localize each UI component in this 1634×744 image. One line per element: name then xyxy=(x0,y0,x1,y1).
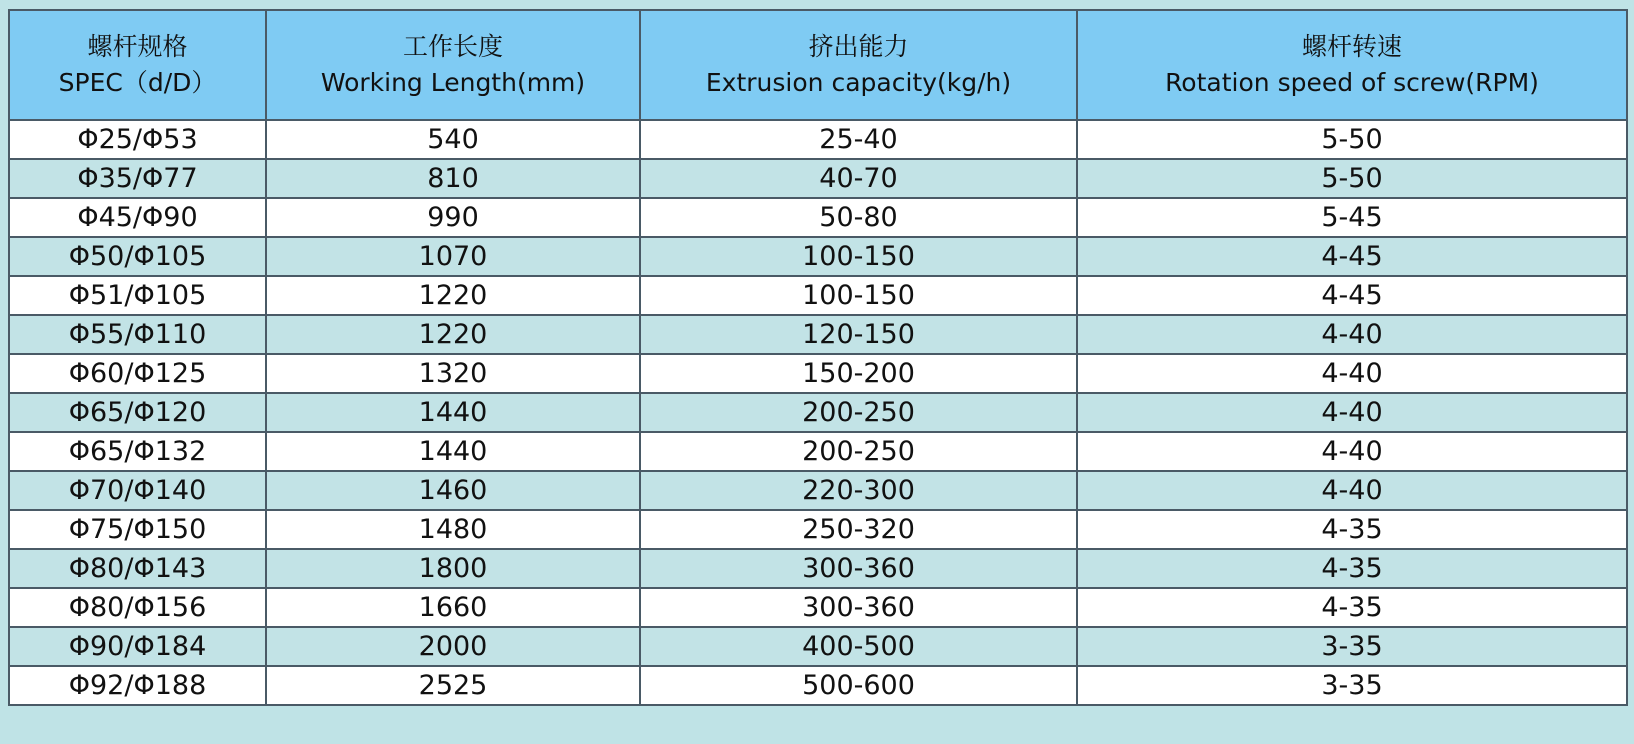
table-row xyxy=(9,315,1627,354)
cell-spec: Φ65/Φ132 xyxy=(9,432,266,471)
header-spec xyxy=(9,10,266,120)
cell-rotation-speed: 3-35 xyxy=(1077,666,1627,705)
header-rotation-speed xyxy=(1077,10,1627,120)
cell-working-length: 1440 xyxy=(266,393,640,432)
cell-spec: Φ92/Φ188 xyxy=(9,666,266,705)
table-header-row xyxy=(9,10,1627,120)
cell-extrusion-capacity: 150-200 xyxy=(640,354,1077,393)
table-row xyxy=(9,276,1627,315)
header-extrusion-capacity-zh: 挤出能力 xyxy=(808,32,909,61)
cell-rotation-speed: 4-35 xyxy=(1077,510,1627,549)
cell-extrusion-capacity: 220-300 xyxy=(640,471,1077,510)
header-spec-zh: 螺杆规格 xyxy=(87,32,188,61)
table-row xyxy=(9,588,1627,627)
table-row xyxy=(9,627,1627,666)
header-rotation-speed-en: Rotation speed of screw(RPM) xyxy=(1165,68,1539,97)
cell-working-length: 990 xyxy=(266,198,640,237)
header-rotation-speed-zh: 螺杆转速 xyxy=(1301,32,1402,61)
table-row xyxy=(9,354,1627,393)
cell-working-length: 1440 xyxy=(266,432,640,471)
table-row xyxy=(9,393,1627,432)
cell-rotation-speed: 4-45 xyxy=(1077,276,1627,315)
cell-spec: Φ75/Φ150 xyxy=(9,510,266,549)
screw-spec-table xyxy=(8,9,1628,706)
table-row xyxy=(9,432,1627,471)
cell-working-length: 810 xyxy=(266,159,640,198)
cell-spec: Φ60/Φ125 xyxy=(9,354,266,393)
cell-spec: Φ70/Φ140 xyxy=(9,471,266,510)
header-extrusion-capacity xyxy=(640,10,1077,120)
table-row xyxy=(9,120,1627,159)
cell-working-length: 1480 xyxy=(266,510,640,549)
cell-spec: Φ90/Φ184 xyxy=(9,627,266,666)
cell-spec: Φ35/Φ77 xyxy=(9,159,266,198)
cell-working-length: 2000 xyxy=(266,627,640,666)
cell-rotation-speed: 5-50 xyxy=(1077,120,1627,159)
table-row xyxy=(9,471,1627,510)
cell-rotation-speed: 4-35 xyxy=(1077,549,1627,588)
cell-working-length: 1220 xyxy=(266,315,640,354)
cell-rotation-speed: 4-45 xyxy=(1077,237,1627,276)
cell-spec: Φ55/Φ110 xyxy=(9,315,266,354)
header-spec-en: SPEC（d/D） xyxy=(58,68,217,97)
cell-rotation-speed: 4-40 xyxy=(1077,432,1627,471)
spec-table-frame xyxy=(8,9,1626,736)
cell-rotation-speed: 5-50 xyxy=(1077,159,1627,198)
cell-working-length: 1320 xyxy=(266,354,640,393)
header-extrusion-capacity-en: Extrusion capacity(kg/h) xyxy=(705,68,1012,97)
cell-spec: Φ80/Φ143 xyxy=(9,549,266,588)
cell-rotation-speed: 4-40 xyxy=(1077,354,1627,393)
table-row xyxy=(9,198,1627,237)
header-working-length-en: Working Length(mm) xyxy=(320,68,586,97)
cell-rotation-speed: 5-45 xyxy=(1077,198,1627,237)
cell-extrusion-capacity: 500-600 xyxy=(640,666,1077,705)
cell-working-length: 1460 xyxy=(266,471,640,510)
cell-extrusion-capacity: 100-150 xyxy=(640,237,1077,276)
cell-spec: Φ51/Φ105 xyxy=(9,276,266,315)
cell-extrusion-capacity: 200-250 xyxy=(640,393,1077,432)
cell-spec: Φ25/Φ53 xyxy=(9,120,266,159)
cell-working-length: 1660 xyxy=(266,588,640,627)
cell-rotation-speed: 3-35 xyxy=(1077,627,1627,666)
cell-rotation-speed: 4-40 xyxy=(1077,315,1627,354)
cell-spec: Φ50/Φ105 xyxy=(9,237,266,276)
table-row xyxy=(9,510,1627,549)
cell-rotation-speed: 4-40 xyxy=(1077,393,1627,432)
table-row xyxy=(9,666,1627,705)
cell-working-length: 540 xyxy=(266,120,640,159)
header-working-length xyxy=(266,10,640,120)
cell-spec: Φ65/Φ120 xyxy=(9,393,266,432)
cell-extrusion-capacity: 120-150 xyxy=(640,315,1077,354)
cell-rotation-speed: 4-40 xyxy=(1077,471,1627,510)
cell-extrusion-capacity: 300-360 xyxy=(640,549,1077,588)
cell-extrusion-capacity: 300-360 xyxy=(640,588,1077,627)
cell-extrusion-capacity: 400-500 xyxy=(640,627,1077,666)
table-row xyxy=(9,159,1627,198)
cell-spec: Φ45/Φ90 xyxy=(9,198,266,237)
cell-spec: Φ80/Φ156 xyxy=(9,588,266,627)
cell-extrusion-capacity: 200-250 xyxy=(640,432,1077,471)
cell-extrusion-capacity: 50-80 xyxy=(640,198,1077,237)
cell-extrusion-capacity: 40-70 xyxy=(640,159,1077,198)
header-working-length-zh: 工作长度 xyxy=(402,32,503,61)
cell-working-length: 2525 xyxy=(266,666,640,705)
cell-working-length: 1800 xyxy=(266,549,640,588)
cell-extrusion-capacity: 250-320 xyxy=(640,510,1077,549)
cell-working-length: 1070 xyxy=(266,237,640,276)
cell-extrusion-capacity: 25-40 xyxy=(640,120,1077,159)
cell-working-length: 1220 xyxy=(266,276,640,315)
cell-rotation-speed: 4-35 xyxy=(1077,588,1627,627)
table-row xyxy=(9,549,1627,588)
cell-extrusion-capacity: 100-150 xyxy=(640,276,1077,315)
table-row xyxy=(9,237,1627,276)
